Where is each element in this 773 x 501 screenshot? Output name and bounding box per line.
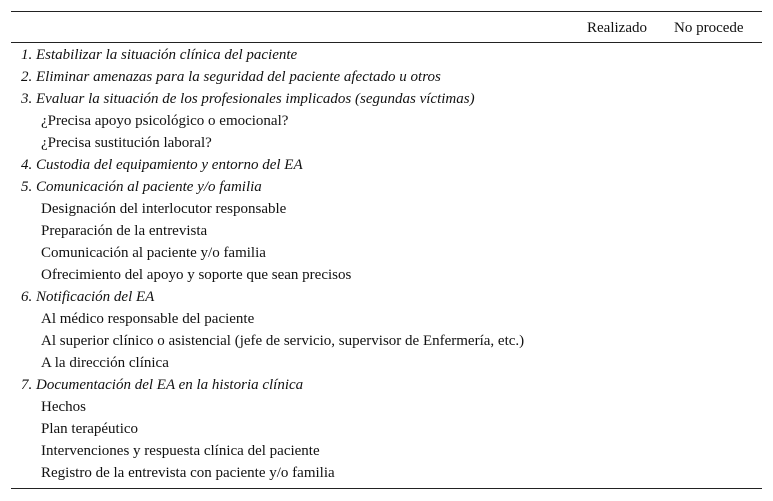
section-row: 5. Comunicación al paciente y/o familia: [21, 179, 262, 195]
column-header-realizado: Realizado: [587, 20, 647, 36]
table-row: Intervenciones y respuesta clínica del paciente: [41, 443, 320, 459]
table-row: ¿Precisa sustitución laboral?: [41, 135, 212, 151]
section-row: 7. Documentación del EA en la historia clínica: [21, 377, 304, 393]
table-row: Plan terapéutico: [41, 421, 139, 437]
table-row: Registro de la entrevista con paciente y/o familia: [41, 465, 335, 481]
table-row: A la dirección clínica: [41, 355, 169, 371]
table-row: ¿Precisa apoyo psicológico o emocional?: [41, 113, 289, 129]
section-row: 3. Evaluar la situación de los profesionales implicados (segundas víctimas): [21, 91, 475, 107]
table-row: Al médico responsable del paciente: [41, 311, 255, 327]
section-row: 2. Eliminar amenazas para la seguridad del paciente afectado u otros: [21, 69, 441, 85]
table-row: Al superior clínico o asistencial (jefe de servicio, supervisor de Enfermería, etc.): [41, 333, 525, 349]
table-row: Hechos: [41, 399, 86, 415]
table-bottom-rule: [11, 488, 762, 489]
column-header-no-procede: No procede: [674, 20, 744, 36]
section-row: 4. Custodia del equipamiento y entorno del EA: [21, 157, 303, 173]
table-row: Preparación de la entrevista: [41, 223, 208, 239]
table-body: [11, 44, 762, 484]
table-row: Ofrecimiento del apoyo y soporte que sean precisos: [41, 267, 352, 283]
section-row: 1. Estabilizar la situación clínica del paciente: [21, 47, 298, 63]
table-header-rule: [11, 42, 762, 43]
section-row: 6. Notificación del EA: [21, 289, 155, 305]
table-row: Designación del interlocutor responsable: [41, 201, 287, 217]
table-header: [11, 11, 762, 43]
table-row: Comunicación al paciente y/o familia: [41, 245, 266, 261]
